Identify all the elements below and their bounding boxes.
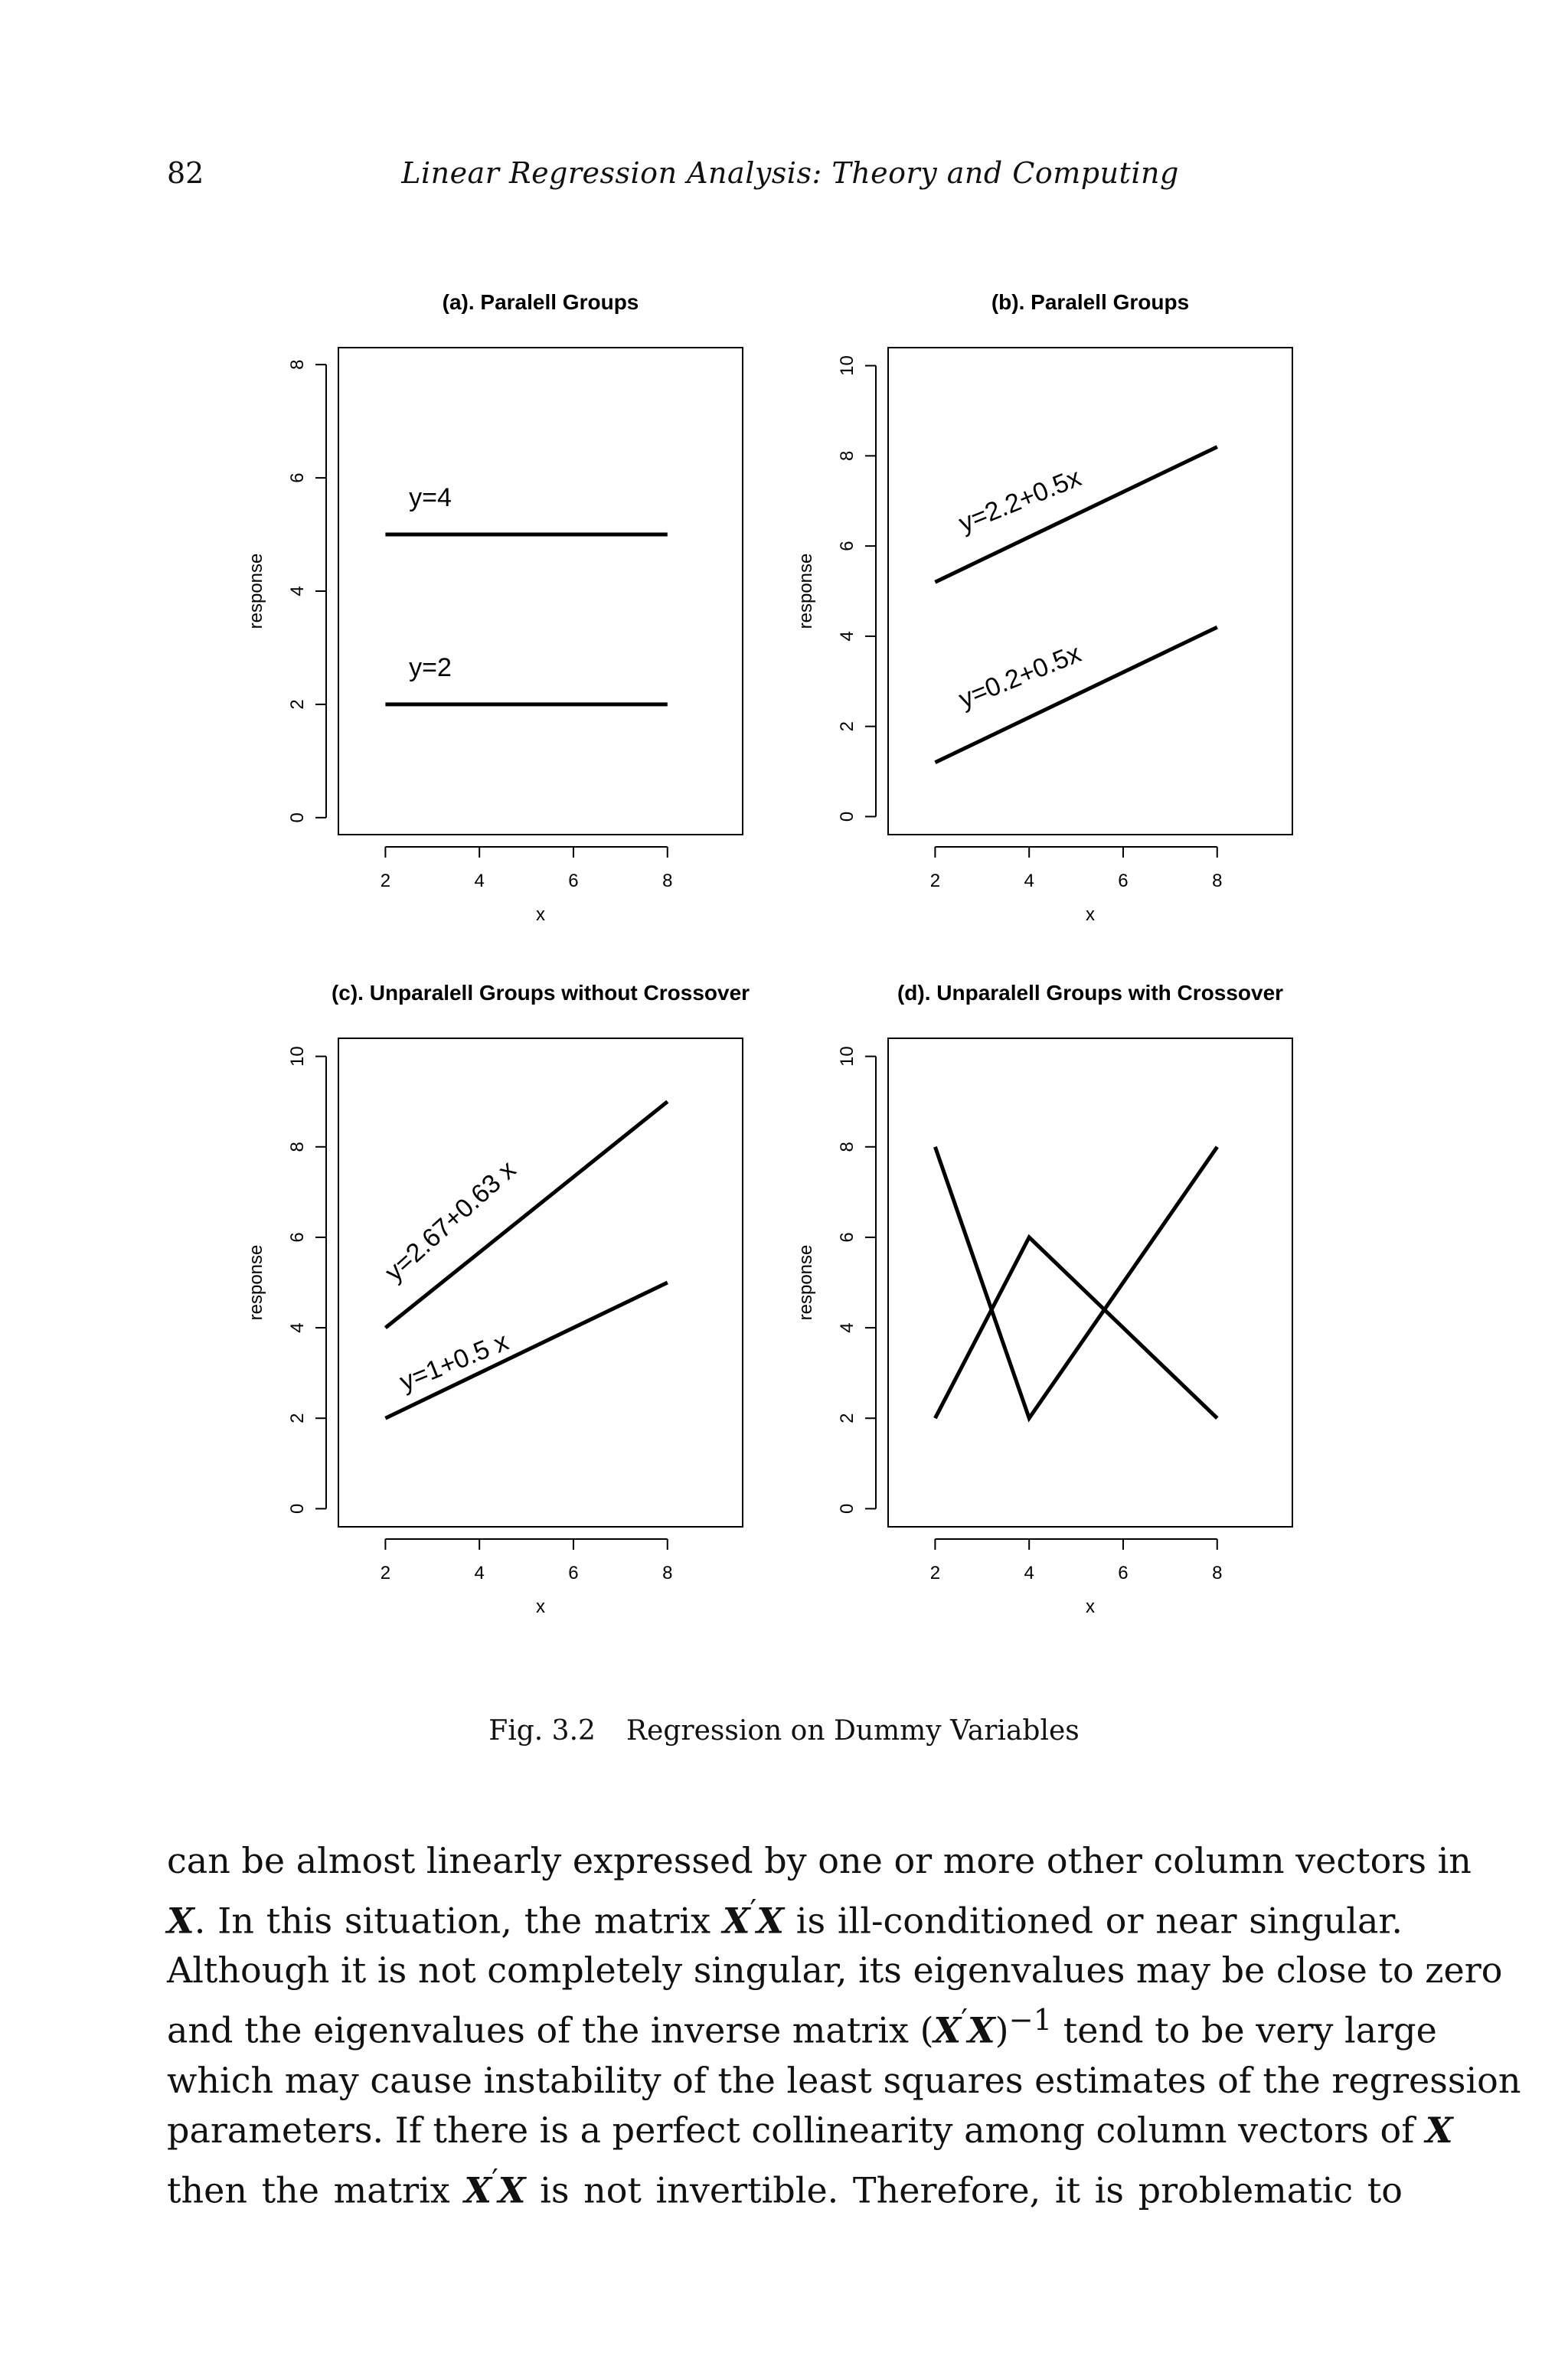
x-tick-label: 8 <box>662 871 673 891</box>
y-axis-label: response <box>246 553 266 629</box>
text-run: parameters. If there is a perfect collinearity among column vectors of <box>167 2109 1426 2151</box>
plot-frame <box>888 348 1292 835</box>
line-annotation: y=2 <box>409 652 452 682</box>
y-tick-label: 6 <box>287 472 308 483</box>
y-tick-label: 4 <box>287 1322 308 1333</box>
x-axis-label: x <box>536 904 545 925</box>
y-tick-label: 2 <box>837 721 858 732</box>
matrix-symbol: X <box>967 2009 995 2051</box>
x-tick-label: 6 <box>568 1563 579 1583</box>
matrix-symbol: X <box>464 2168 492 2211</box>
matrix-symbol: X <box>933 2009 962 2051</box>
body-paragraph <box>167 1836 1521 2215</box>
x-tick-label: 4 <box>1024 1563 1034 1583</box>
line-annotation: y=1+0.5 x <box>395 1327 513 1397</box>
y-tick-label: 0 <box>287 1503 308 1515</box>
x-tick-label: 4 <box>1024 871 1034 891</box>
x-tick-label: 8 <box>662 1563 673 1583</box>
y-tick-label: 6 <box>287 1232 308 1243</box>
chart-panel-4 <box>795 981 1292 1617</box>
series-line-1 <box>385 1102 667 1328</box>
y-tick-label: 2 <box>837 1413 858 1423</box>
body-line <box>167 1995 1437 2055</box>
text-run: Although it is not completely singular, its eigenvalues may be close to zero <box>167 1949 1503 1992</box>
text-run: can be almost linearly expressed by one or more other column vectors in <box>167 1840 1472 1881</box>
figure-caption <box>0 1715 1568 1747</box>
x-tick-label: 2 <box>380 871 391 891</box>
x-axis-label: x <box>1086 1596 1095 1617</box>
x-tick-label: 6 <box>1118 871 1129 891</box>
matrix-symbol: X <box>167 1900 194 1942</box>
chart-title: (b). Paralell Groups <box>991 290 1190 314</box>
y-tick-label: 0 <box>287 812 308 823</box>
body-line <box>167 2056 1521 2106</box>
prime-mark: ′ <box>750 1894 757 1928</box>
y-tick-label: 8 <box>287 359 308 370</box>
page-number: 82 <box>167 156 204 190</box>
chart-panel-3 <box>246 981 750 1617</box>
chart-panel-1 <box>246 290 743 925</box>
chart-title: (d). Unparalell Groups with Crossover <box>897 981 1284 1005</box>
text-run: ) <box>995 2009 1009 2051</box>
body-line <box>167 2155 1403 2215</box>
matrix-symbol: X <box>756 1900 784 1942</box>
x-tick-label: 8 <box>1212 1563 1223 1583</box>
line-annotation: y=4 <box>409 483 452 513</box>
y-tick-label: 0 <box>837 811 858 822</box>
x-tick-label: 4 <box>474 871 485 891</box>
text-run: which may cause instability of the least squares estimates of the regression <box>167 2059 1521 2101</box>
x-axis-label: x <box>1086 904 1095 925</box>
y-tick-label: 4 <box>287 586 308 596</box>
series-line-2 <box>385 1283 667 1418</box>
y-tick-label: 8 <box>837 1142 858 1152</box>
y-tick-label: 8 <box>837 450 858 462</box>
x-tick-label: 2 <box>929 871 941 891</box>
matrix-symbol: X <box>722 1900 750 1942</box>
y-tick-label: 6 <box>837 1232 858 1243</box>
plot-frame <box>338 348 743 835</box>
text-run: is not invertible. Therefore, it is problematic to <box>525 2168 1403 2211</box>
body-line <box>167 1946 1503 1995</box>
x-tick-label: 2 <box>380 1563 391 1583</box>
x-tick-label: 6 <box>1118 1563 1129 1583</box>
chart-title: (a). Paralell Groups <box>442 290 639 314</box>
y-tick-label: 6 <box>837 541 858 551</box>
y-tick-label: 0 <box>837 1503 858 1515</box>
prime-mark: ′ <box>961 2003 968 2038</box>
y-tick-label: 2 <box>287 1413 308 1423</box>
caption-text: Regression on Dummy Variables <box>626 1715 1080 1747</box>
body-line <box>167 2106 1453 2155</box>
caption-label: Fig. 3.2 <box>488 1715 596 1747</box>
y-tick-label: 10 <box>837 355 858 376</box>
y-tick-label: 4 <box>837 631 858 642</box>
x-axis-label: x <box>536 1596 545 1617</box>
y-tick-label: 4 <box>837 1322 858 1333</box>
text-run: then the matrix <box>167 2168 465 2211</box>
y-axis-label: response <box>246 1244 266 1321</box>
text-run: is ill-conditioned or near singular. <box>783 1900 1403 1942</box>
text-run: and the eigenvalues of the inverse matrix ( <box>167 2009 934 2051</box>
inverse-exponent: −1 <box>1008 2003 1053 2038</box>
y-tick-label: 2 <box>287 699 308 710</box>
y-tick-label: 10 <box>287 1046 308 1067</box>
line-annotation: y=2.2+0.5x <box>954 462 1086 538</box>
line-annotation: y=0.2+0.5x <box>954 639 1086 714</box>
y-tick-label: 8 <box>287 1142 308 1152</box>
x-tick-label: 4 <box>474 1563 485 1583</box>
body-line <box>167 1836 1472 1886</box>
y-axis-label: response <box>795 553 816 629</box>
line-annotation: y=2.67+0.63 x <box>379 1155 522 1287</box>
text-run: tend to be very large <box>1052 2009 1437 2051</box>
x-tick-label: 2 <box>929 1563 941 1583</box>
text-run: . In this situation, the matrix <box>194 1900 723 1942</box>
matrix-symbol: X <box>1425 2109 1453 2151</box>
x-tick-label: 6 <box>568 871 579 891</box>
matrix-symbol: X <box>498 2168 526 2211</box>
chart-title: (c). Unparalell Groups without Crossover <box>331 981 750 1005</box>
running-title: Linear Regression Analysis: Theory and Computing <box>401 156 1179 190</box>
x-tick-label: 8 <box>1212 871 1223 891</box>
y-tick-label: 10 <box>837 1046 858 1067</box>
plot-frame <box>888 1038 1292 1527</box>
prime-mark: ′ <box>492 2162 498 2198</box>
body-line <box>167 1886 1403 1946</box>
chart-panel-2 <box>795 290 1292 925</box>
y-axis-label: response <box>795 1244 816 1321</box>
